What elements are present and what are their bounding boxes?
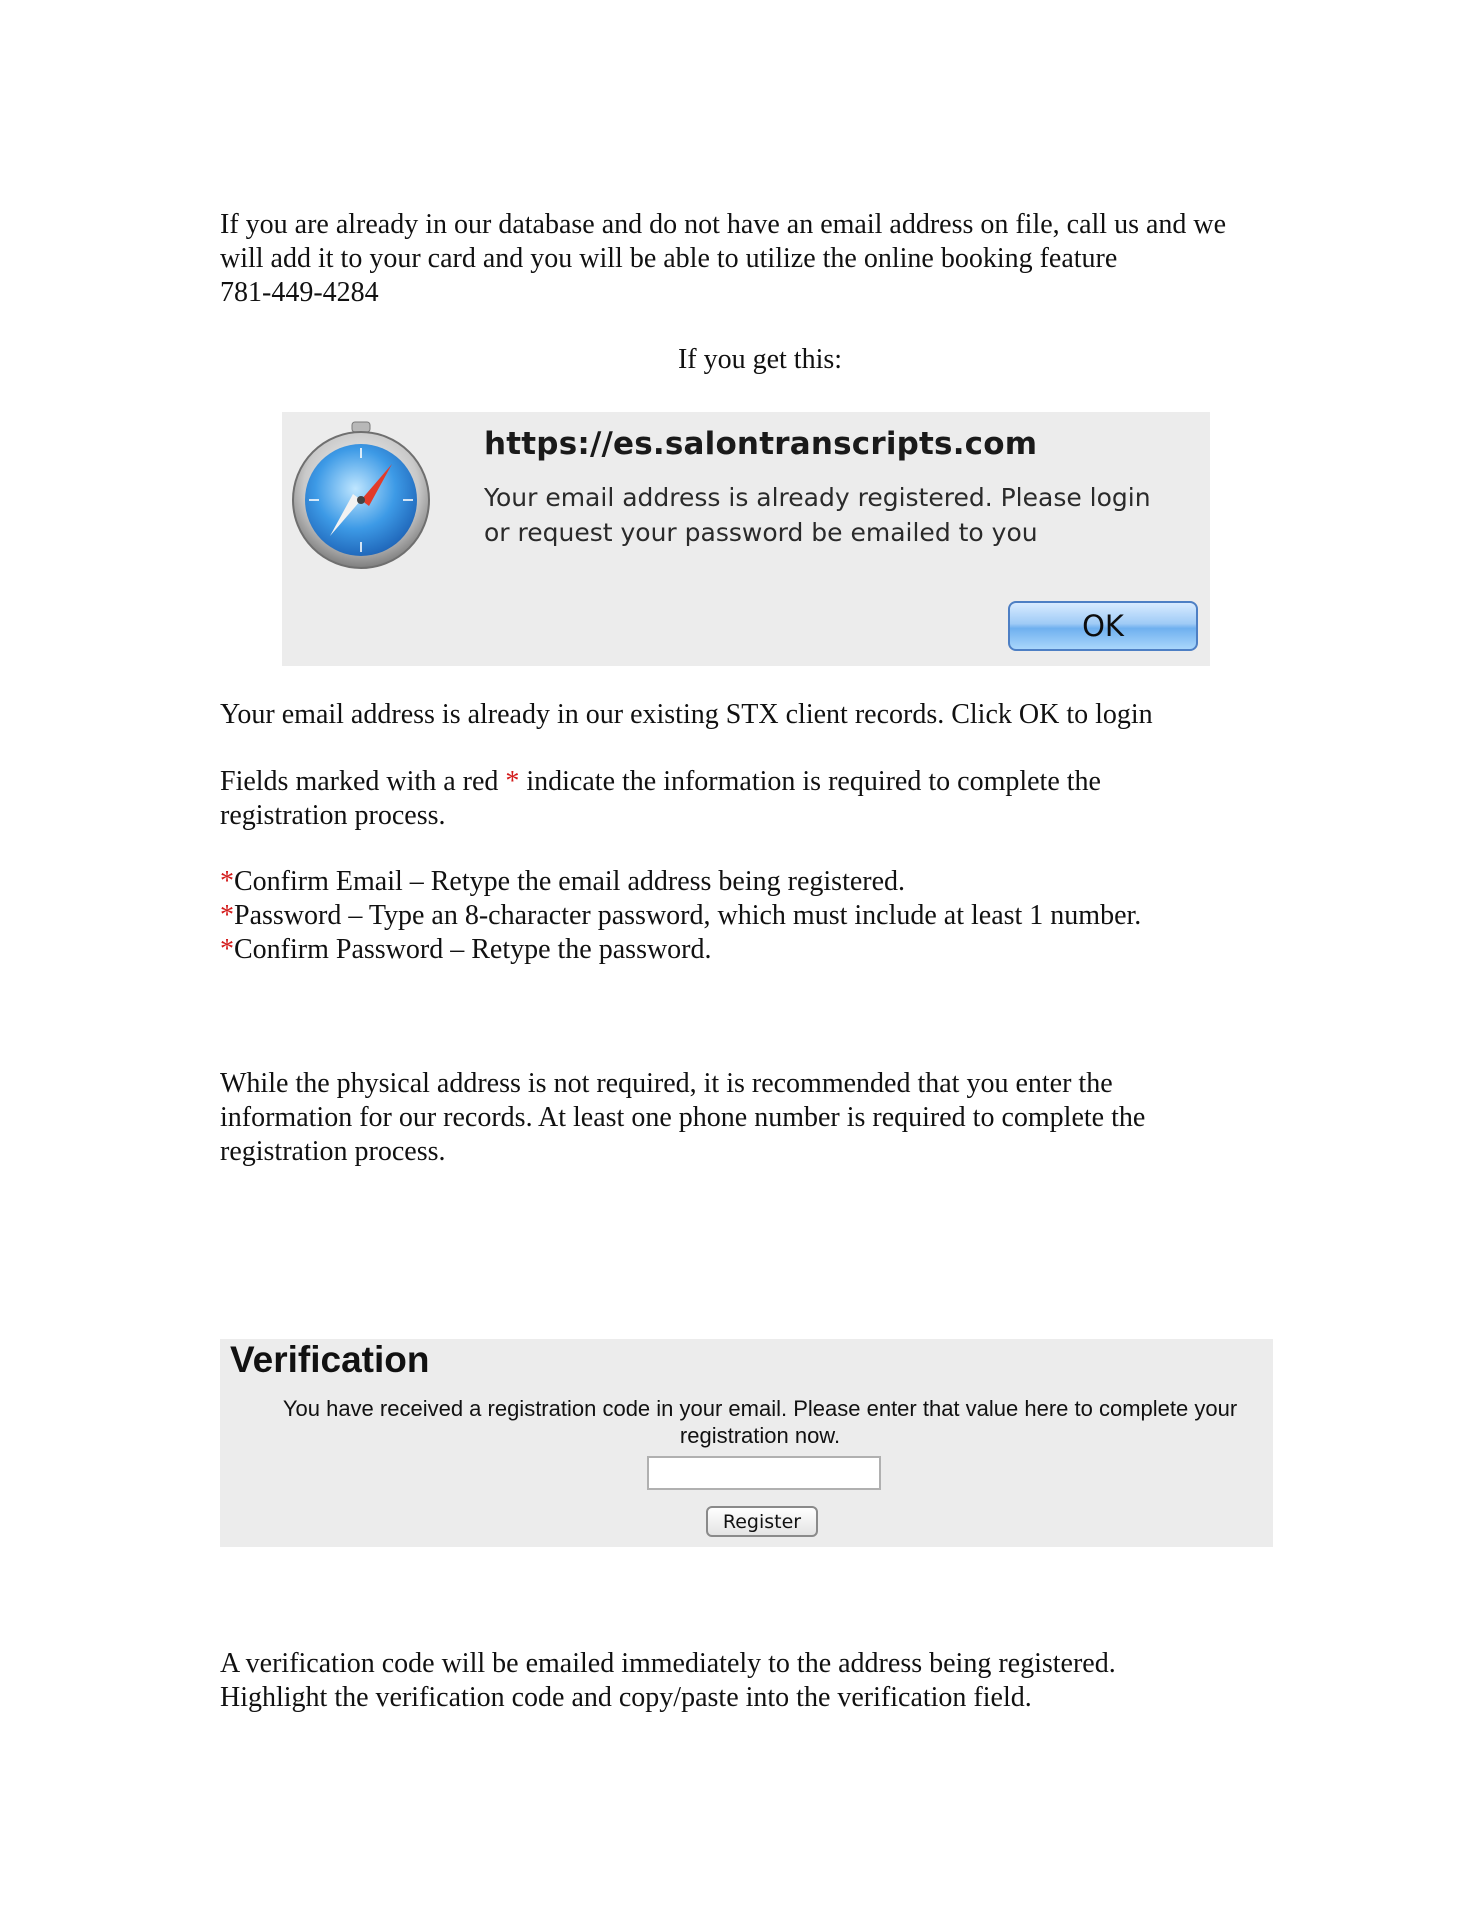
verification-title: Verification xyxy=(230,1339,430,1380)
address-note-line-1: While the physical address is not required, it is recommended that you enter the xyxy=(220,1068,1113,1099)
red-asterisk: * xyxy=(505,766,520,797)
required-field-confirm-email xyxy=(220,865,1300,899)
if-you-get-this-heading: If you get this: xyxy=(677,344,843,375)
required-field-text: Confirm Password – Retype the password. xyxy=(234,934,712,965)
closing-line-1: A verification code will be emailed immediately to the address being registered. xyxy=(220,1648,1116,1679)
intro-paragraph xyxy=(220,208,1300,310)
intro-line-1: If you are already in our database and do not have an email address on file, call us and we xyxy=(220,209,1227,240)
fields-note-before: Fields marked with a red xyxy=(220,766,506,797)
address-note-line-2: information for our records. At least one phone number is required to complete the xyxy=(220,1102,1146,1133)
phone-number: 781-449-4284 xyxy=(220,277,379,308)
existing-records-note: Your email address is already in our existing STX client records. Click OK to login xyxy=(220,699,1153,730)
required-field-password xyxy=(220,899,1300,933)
alert-message-line-1: Your email address is already registered. Please login xyxy=(484,483,1151,512)
required-asterisk: * xyxy=(220,934,234,965)
alert-message-line-2: or request your password be emailed to you xyxy=(484,518,1038,547)
verification-panel xyxy=(220,1339,1273,1547)
intro-line-2: will add it to your card and you will be able to utilize the online booking feature xyxy=(220,243,1118,274)
alert-message xyxy=(484,480,1184,550)
safari-compass-icon xyxy=(288,420,434,570)
alert-dialog xyxy=(282,412,1210,666)
register-button[interactable]: Register xyxy=(706,1506,818,1537)
ok-button[interactable]: OK xyxy=(1008,601,1198,651)
required-asterisk: * xyxy=(220,900,234,931)
alert-title: https://es.salontranscripts.com xyxy=(484,426,1038,462)
required-field-text: Confirm Email – Retype the email address being registered. xyxy=(234,866,906,897)
required-field-text: Password – Type an 8-character password, which must include at least 1 number. xyxy=(234,900,1142,931)
verification-code-input[interactable] xyxy=(647,1456,881,1490)
fields-note-after: indicate the information is required to complete the xyxy=(519,766,1101,797)
fields-note xyxy=(220,765,1300,833)
verification-message xyxy=(260,1395,1260,1449)
address-note-line-3: registration process. xyxy=(220,1136,446,1167)
required-asterisk: * xyxy=(220,866,234,897)
fields-note-line-2: registration process. xyxy=(220,800,446,831)
required-field-confirm-password xyxy=(220,933,1300,967)
closing-note xyxy=(220,1647,1300,1715)
closing-line-2: Highlight the verification code and copy/paste into the verification field. xyxy=(220,1682,1032,1713)
address-note xyxy=(220,1067,1300,1169)
required-fields-list xyxy=(220,865,1300,967)
verification-message-line-2: registration now. xyxy=(679,1423,841,1448)
fields-note-line-1 xyxy=(220,765,1300,799)
verification-message-line-1: You have received a registration code in your email. Please enter that value here to complete your xyxy=(282,1396,1238,1421)
